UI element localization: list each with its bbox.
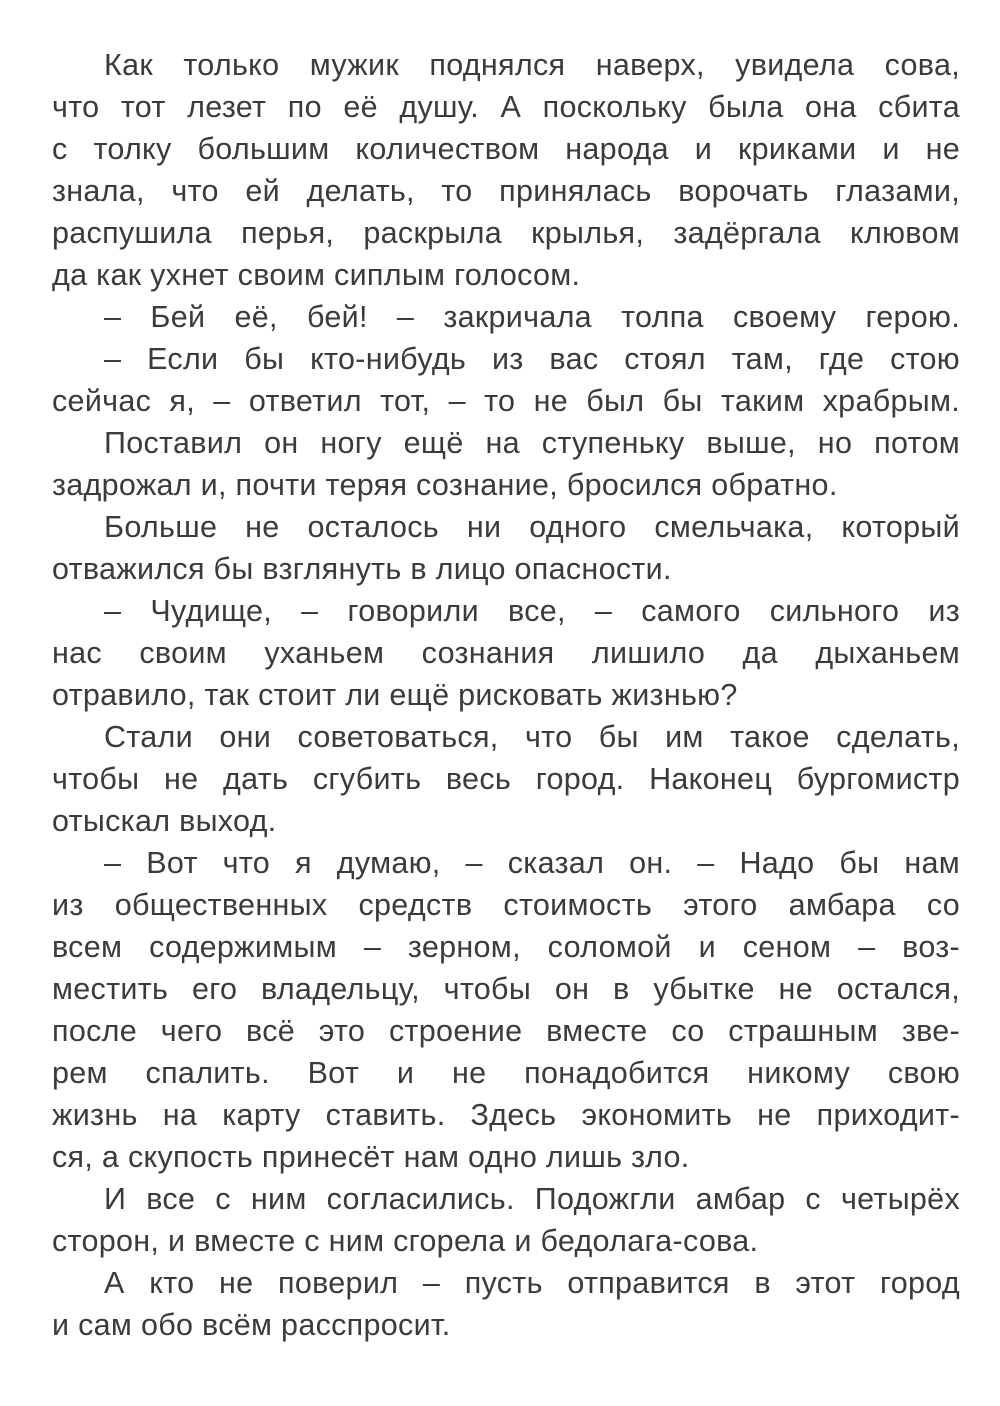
text-line: ся, а скупость принесёт нам одно лишь зло. bbox=[52, 1140, 690, 1174]
text-line: сейчас я, – ответил тот, – то не был бы таким храбрым. bbox=[52, 384, 960, 418]
text-line: жизнь на карту ставить. Здесь экономить не приходит- bbox=[52, 1098, 960, 1132]
text-line: И все с ним согласились. Подожгли амбар с четырёх bbox=[104, 1182, 960, 1216]
text-line: Больше не осталось ни одного смельчака, который bbox=[104, 510, 960, 544]
paragraph bbox=[52, 44, 960, 296]
text-line: что тот лезет по её душу. А поскольку была она сбита bbox=[52, 90, 960, 124]
paragraph bbox=[52, 422, 960, 506]
text-line: – Вот что я думаю, – сказал он. – Надо бы нам bbox=[104, 846, 960, 880]
text-line: Как только мужик поднялся наверх, увидела сова, bbox=[104, 48, 960, 82]
text-line: чтобы не дать сгубить весь город. Наконец бургомистр bbox=[52, 762, 960, 796]
text-line: Поставил он ногу ещё на ступеньку выше, но потом bbox=[104, 426, 960, 460]
text-line: – Чудище, – говорили все, – самого сильного из bbox=[104, 594, 960, 628]
text-line: всем содержимым – зерном, соломой и сеном – воз- bbox=[52, 930, 960, 964]
text-line: сторон, и вместе с ним сгорела и бедолага-сова. bbox=[52, 1224, 759, 1258]
text-line: отыскал выход. bbox=[52, 804, 277, 838]
text-line: нас своим уханьем сознания лишило да дыханьем bbox=[52, 636, 960, 670]
text-line: отважился бы взглянуть в лицо опасности. bbox=[52, 552, 672, 586]
text-line: и сам обо всём расспросит. bbox=[52, 1308, 451, 1342]
paragraph bbox=[52, 338, 960, 422]
text-line: да как ухнет своим сиплым голосом. bbox=[52, 258, 581, 292]
text-line: – Бей её, бей! – закричала толпа своему герою. bbox=[104, 300, 960, 334]
text-line: из общественных средств стоимость этого амбара со bbox=[52, 888, 960, 922]
text-line: местить его владельцу, чтобы он в убытке не остался, bbox=[52, 972, 960, 1006]
paragraph bbox=[52, 842, 960, 1178]
text-line: знала, что ей делать, то принялась ворочать глазами, bbox=[52, 174, 960, 208]
text-line: задрожал и, почти теряя сознание, бросился обратно. bbox=[52, 468, 838, 502]
story-page bbox=[52, 44, 960, 1346]
text-line: А кто не поверил – пусть отправится в этот город bbox=[104, 1266, 960, 1300]
paragraph bbox=[52, 506, 960, 590]
text-line: распушила перья, раскрыла крылья, задёргала клювом bbox=[52, 216, 960, 250]
text-line: после чего всё это строение вместе со страшным зве- bbox=[52, 1014, 960, 1048]
paragraph bbox=[52, 296, 960, 338]
text-line: – Если бы кто-нибудь из вас стоял там, где стою bbox=[104, 342, 960, 376]
paragraph bbox=[52, 1178, 960, 1262]
paragraph bbox=[52, 716, 960, 842]
text-line: рем спалить. Вот и не понадобится никому свою bbox=[52, 1056, 960, 1090]
paragraph bbox=[52, 1262, 960, 1346]
text-line: Стали они советоваться, что бы им такое сделать, bbox=[104, 720, 960, 754]
text-line: с толку большим количеством народа и криками и не bbox=[52, 132, 960, 166]
text-line: отравило, так стоит ли ещё рисковать жизнью? bbox=[52, 678, 738, 712]
paragraph bbox=[52, 590, 960, 716]
